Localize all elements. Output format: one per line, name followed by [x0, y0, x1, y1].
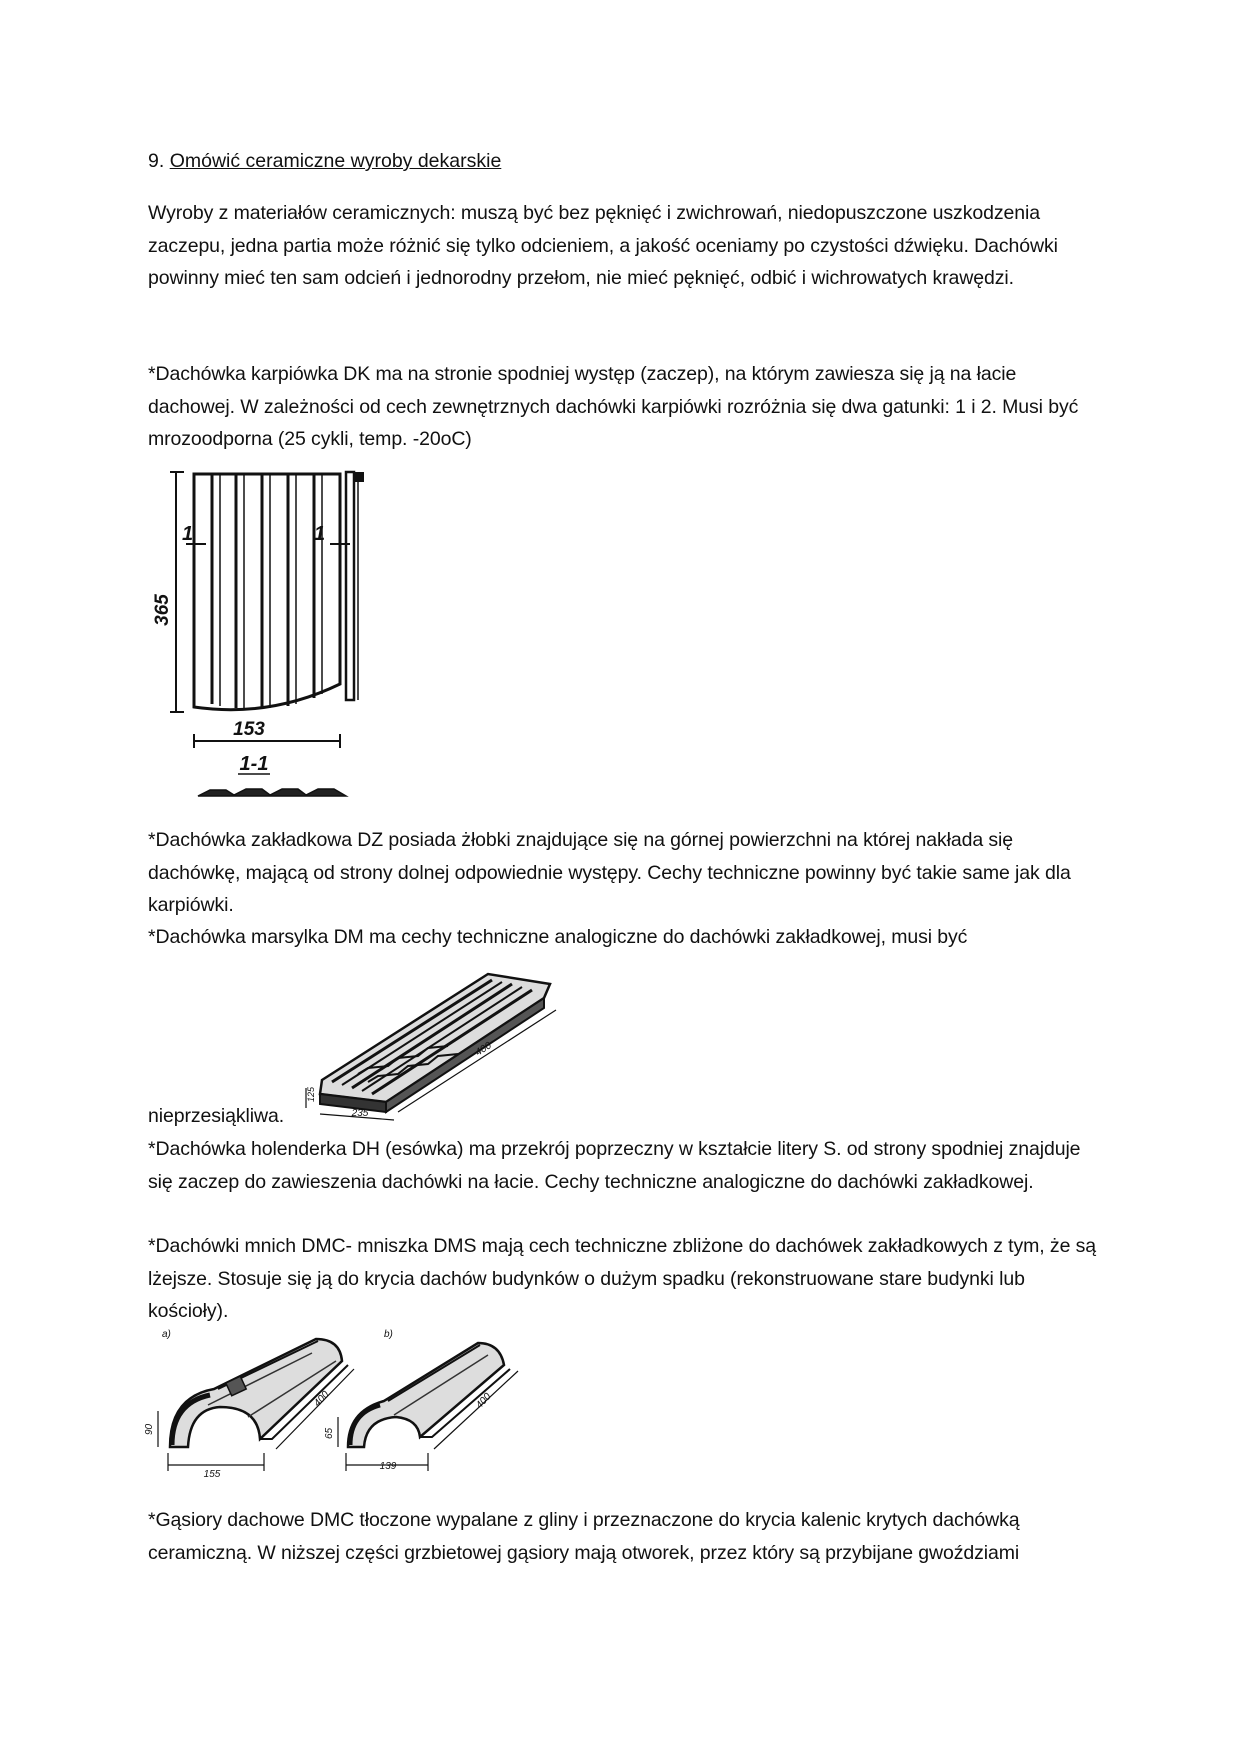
- mnich-tile: [144, 1339, 354, 1480]
- marsylka-width-label: 235: [351, 1108, 369, 1119]
- figure-label-a: a): [162, 1329, 171, 1340]
- mnich-paragraph: *Dachówki mnich DMC- mniszka DMS mają cech techniczne zbliżone do dachówek zakładkowych z tym, że są lżejsze. Stosuje się ją do krycia dachów budynków o dużym spadku (rekonstruowane stare budynki lub kościoły).: [148, 1235, 1097, 1322]
- karpiowka-section-label: 1-1: [239, 753, 269, 775]
- mniszka-tile: [324, 1343, 518, 1472]
- mnich-mniszka-drawing: [144, 1325, 568, 1485]
- marsylka-height-label: 125: [306, 1086, 316, 1102]
- holenderka-paragraph: *Dachówka holenderka DH (esówka) ma przekrój poprzeczny w kształcie litery S. od strony spodniej znajduje się zaczep do zawieszenia dachówki na łacie. Cechy techniczne analogiczne do dachówki zakładkowej.: [148, 1138, 1081, 1193]
- mniszka-height-label: 65: [324, 1427, 335, 1439]
- mniszka-width-label: 139: [379, 1461, 397, 1472]
- heading-number: 9.: [148, 150, 165, 172]
- marsylka-paragraph: *Dachówka marsylka DM ma cechy techniczne analogiczne do dachówki zakładkowej, musi być: [148, 926, 968, 948]
- karpiowka-cut-mark-right: 1: [314, 523, 326, 545]
- karpiowka-cut-mark-left: 1: [182, 523, 194, 545]
- heading-text: Omówić ceramiczne wyroby dekarskie: [169, 150, 502, 172]
- marsylka-end-paragraph: nieprzesiąkliwa.: [148, 1105, 285, 1127]
- mnich-width-label: 155: [203, 1469, 221, 1480]
- zakladkowa-paragraph: *Dachówka zakładkowa DZ posiada żłobki znajdujące się na górnej powierzchni na której nakłada się dachówkę, mającą od strony dolnej odpowiednie występy. Cechy techniczne powinny być takie same jak dla karpiówki.: [148, 829, 1071, 916]
- figure-label-b: b): [384, 1329, 393, 1340]
- mnich-height-label: 90: [144, 1423, 155, 1435]
- marsylka-length-label: 400: [473, 1040, 494, 1059]
- marsylka-drawing: [298, 962, 558, 1122]
- intro-paragraph: Wyroby z materiałów ceramicznych: muszą być bez pęknięć i zwichrowań, niedopuszczone uszkodzenia zaczepu, jedna partia może różnić się tylko odcieniem, a jakość oceniamy po czystości dźwięku. Dachówki powinny mieć ten sam odcień i jednorodny przełom, nie mieć pęknięć, odbić i wichrowatych krawędzi.: [148, 202, 1058, 289]
- section-heading: [148, 145, 501, 177]
- karpiowka-width-label: 153: [233, 719, 265, 740]
- gasiory-paragraph: *Gąsiory dachowe DMC tłoczone wypalane z gliny i przeznaczone do krycia kalenic krytych dachówką ceramiczną. W niższej części grzbietowej gąsiory mają otworek, przez który są przybijane gwoździami: [148, 1509, 1020, 1564]
- mniszka-length-label: 400: [474, 1391, 494, 1412]
- karpiowka-drawing: [150, 462, 390, 807]
- karpiowka-paragraph: *Dachówka karpiówka DK ma na stronie spodniej występ (zaczep), na którym zawiesza się ją na łacie dachowej. W zależności od cech zewnętrznych dachówki karpiówki rozróżnia się dwa gatunki: 1 i 2. Musi być mrozoodporna (25 cykli, temp. -20oC): [148, 363, 1079, 450]
- mnich-length-label: 400: [312, 1389, 332, 1410]
- karpiowka-height-label: 365: [152, 594, 173, 626]
